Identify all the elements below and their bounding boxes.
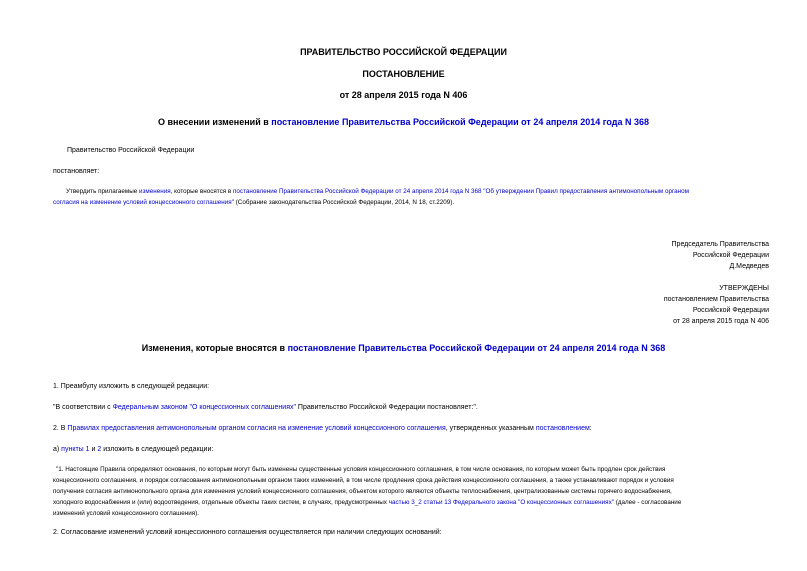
item-2-middle: , утвержденных указанным [445,425,536,432]
document-date: от 28 апреля 2015 года N 406 [339,90,468,100]
resolution-link-a[interactable]: постановление Правительства Российской Федерации от 24 апреля 2014 года N 368 "Об утверждении Правил предоставления антимонопольным органом [233,188,689,195]
rules-line-1: "1. Настоящие Правила определяют основания, по которым могут быть изменены существенные условия концессионного соглашения, в том числе основания, по которым может быть продлен срок действия [56,466,666,473]
approved-block [469,283,769,327]
subitem-a-and: и [89,446,98,453]
approved-date: от 28 апреля 2015 года N 406 [673,318,769,325]
item-1-quote-start: "В соответствии с [53,404,113,411]
article-13-link[interactable]: статьи 13 Федерального закона "О концессионных соглашениях" [423,499,614,506]
changes-heading-link[interactable]: постановление Правительства Российской Федерации от 24 апреля 2014 года N 368 [287,343,666,353]
part-3-2-link[interactable]: частью 3_2 [388,499,422,506]
rules-line-4-text: холодного водоснабжения и (или) водоотведения, отдельные объекты таких систем, в случаях, предусмотренных [53,499,389,506]
resolution-ref-link[interactable]: постановлением [535,425,590,432]
rules-line-4-end: (далее - согласование [613,499,682,506]
signature-title: Председатель Правительства [671,241,769,248]
approve-text-3: (Собрание законодательства Российской Федерации, 2014, N 18, ст.2209). [233,199,455,206]
approve-text-1: Утвердить прилагаемые [66,188,139,195]
approved-by: постановлением Правительства [663,296,769,303]
item-2-start: 2. В [53,425,68,432]
subitem-a [53,446,213,453]
rules-line-2: концессионного соглашения, и порядок согласования антимонопольным органом таких изменений, в том числе продления срока действия концессионного соглашения, а также устанавливают порядок и условия [53,477,674,484]
point-2-link[interactable]: 2 [97,446,102,453]
changes-link[interactable]: изменения [139,188,171,195]
rules-line-4 [53,497,771,508]
title-prefix: О внесении изменений в [157,117,272,127]
rules-line-3: получения согласия антимонопольного органа для изменения условий концессионного соглашения, объектом которого являются объекты теплоснабжения, централизованные системы горячего водоснабжения, [53,488,672,495]
government-line: Правительство Российской Федерации [67,147,195,154]
signature-block [469,239,769,272]
resolution-link-b[interactable]: согласия на изменение условий концессионного соглашения" [53,199,234,206]
title-link[interactable]: постановление Правительства Российской Федерации от 24 апреля 2014 года N 368 [271,117,650,127]
approved-country: Российской Федерации [692,307,769,314]
subitem-a-start: а) [53,446,62,453]
signature-name: Д.Медведев [729,263,769,270]
approve-text-2: , которые вносятся в [170,188,234,195]
item-1: 1. Преамбулу изложить в следующей редакции: [53,383,210,390]
rules-line-5: изменений условий концессионного соглашения). [53,510,199,517]
item-1-quote-end: Правительство Российской Федерации постановляет:". [295,404,478,411]
subitem-a-end: изложить в следующей редакции: [101,446,214,453]
approved-label: УТВЕРЖДЕНЫ [719,285,769,292]
approve-paragraph [53,186,771,208]
rules-paragraph-1 [53,464,771,519]
changes-heading [0,343,807,353]
document-title [0,117,807,127]
signature-country: Российской Федерации [692,252,769,259]
federal-law-link[interactable]: Федеральным законом "О концессионных соглашениях" [112,404,296,411]
item-2-point-2: 2. Согласование изменений условий концессионного соглашения осуществляется при наличии следующих оснований: [53,529,442,536]
government-heading: ПРАВИТЕЛЬСТВО РОССИЙСКОЙ ФЕДЕРАЦИИ [300,47,507,57]
item-1-quote [53,404,478,411]
decides-line: постановляет: [53,168,100,175]
rules-link[interactable]: Правилах предоставления антимонопольным органом согласия на изменение условий концессионного соглашения [67,425,446,432]
document-type: ПОСТАНОВЛЕНИЕ [362,69,445,79]
changes-heading-prefix: Изменения, которые вносятся в [141,343,288,353]
points-1-link[interactable]: пункты 1 [61,446,90,453]
item-2 [53,425,592,432]
item-2-end: : [589,425,592,432]
